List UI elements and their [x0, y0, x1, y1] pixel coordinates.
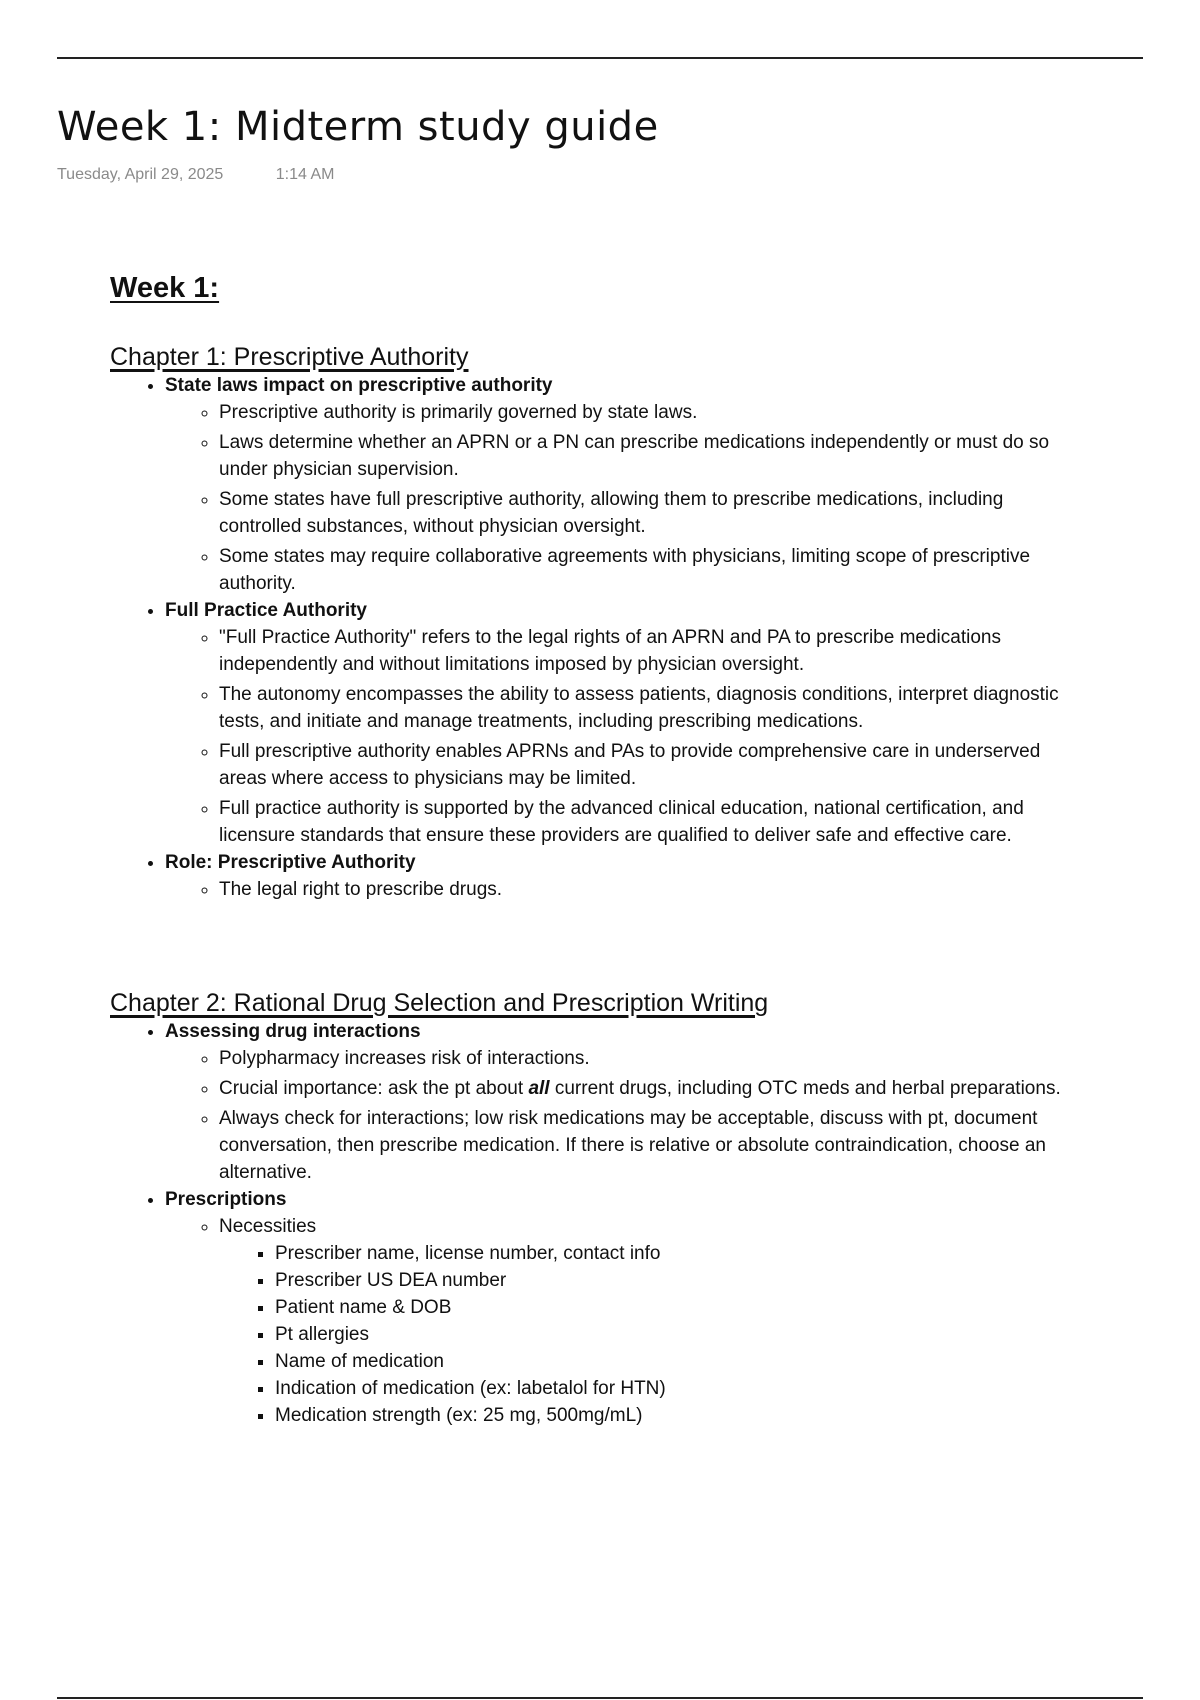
list-item: [165, 597, 1070, 849]
chapter-1-list: [110, 372, 1070, 903]
list-item: ◦ Prescriptive authority is primarily governed by state laws.: [219, 399, 1070, 426]
text-run: Crucial importance: ask the pt about: [219, 1078, 529, 1099]
list-item: [165, 372, 1070, 597]
list-item: ▪ Patient name & DOB: [275, 1294, 1070, 1321]
list-item: ▪ Medication strength (ex: 25 mg, 500mg/mL): [275, 1402, 1070, 1429]
list-item: ▪ Pt allergies: [275, 1321, 1070, 1348]
sub-list: [165, 1213, 1070, 1429]
list-item: ▪ Indication of medication (ex: labetalol for HTN): [275, 1375, 1070, 1402]
page-date: Tuesday, April 29, 2025: [57, 166, 224, 183]
sub-list: [165, 1045, 1070, 1186]
section-label: Full Practice Authority: [165, 600, 367, 621]
necessities-label: Necessities: [219, 1216, 317, 1237]
section-label: Prescriptions: [165, 1189, 287, 1210]
list-item: ◦ Full practice authority is supported by the advanced clinical education, national certification, and licensure standards that ensure these providers are qualified to deliver safe and effective care.: [219, 795, 1070, 849]
list-item: ◦ The autonomy encompasses the ability to assess patients, diagnosis conditions, interpret diagnostic tests, and initiate and manage treatments, including prescribing medications.: [219, 681, 1070, 735]
list-item: ◦ Polypharmacy increases risk of interactions.: [219, 1045, 1070, 1072]
chapter-1-heading: Chapter 1: Prescriptive Authority: [110, 343, 469, 371]
list-item: [219, 1075, 1070, 1102]
chapter-2-list: [110, 1018, 1070, 1429]
note-body: [110, 272, 1070, 1429]
list-item: ▪ Prescriber name, license number, contact info: [275, 1240, 1070, 1267]
necessities-list: [219, 1240, 1070, 1429]
list-item: ◦ Some states have full prescriptive authority, allowing them to prescribe medications, including controlled substances, without physician oversight.: [219, 486, 1070, 540]
page-title: Week 1: Midterm study guide: [57, 104, 659, 150]
list-item: ▪ Prescriber US DEA number: [275, 1267, 1070, 1294]
sub-list: [165, 624, 1070, 849]
week-heading: Week 1:: [110, 272, 220, 304]
sub-list: [165, 876, 1070, 903]
list-item: ◦ Full prescriptive authority enables APRNs and PAs to provide comprehensive care in underserved areas where access to physicians may be limited.: [219, 738, 1070, 792]
chapter-2-heading: Chapter 2: Rational Drug Selection and Prescription Writing: [110, 989, 769, 1017]
list-item: ◦ Always check for interactions; low risk medications may be acceptable, discuss with pt, document conversation, then prescribe medication. If there is relative or absolute contraindication, choose an alternative.: [219, 1105, 1070, 1186]
list-item: [165, 1186, 1070, 1429]
bottom-rule: [57, 1697, 1143, 1699]
top-rule: [57, 57, 1143, 59]
list-item: ◦ Laws determine whether an APRN or a PN can prescribe medications independently or must do so under physician supervision.: [219, 429, 1070, 483]
page-timestamp: [57, 166, 334, 184]
list-item: [165, 849, 1070, 903]
list-item: [219, 1213, 1070, 1429]
section-label: Role: Prescriptive Authority: [165, 852, 416, 873]
text-run: current drugs, including OTC meds and herbal preparations.: [549, 1078, 1061, 1099]
section-label: Assessing drug interactions: [165, 1021, 421, 1042]
list-item: ◦ Some states may require collaborative agreements with physicians, limiting scope of prescriptive authority.: [219, 543, 1070, 597]
list-item: [165, 1018, 1070, 1186]
sub-list: [165, 399, 1070, 597]
section-label: State laws impact on prescriptive authority: [165, 375, 553, 396]
list-item: ◦ The legal right to prescribe drugs.: [219, 876, 1070, 903]
emphasis-text: all: [528, 1078, 550, 1099]
page-time: 1:14 AM: [275, 166, 335, 183]
list-item: ◦ "Full Practice Authority" refers to the legal rights of an APRN and PA to prescribe medications independently and without limitations imposed by physician oversight.: [219, 624, 1070, 678]
list-item: ▪ Name of medication: [275, 1348, 1070, 1375]
